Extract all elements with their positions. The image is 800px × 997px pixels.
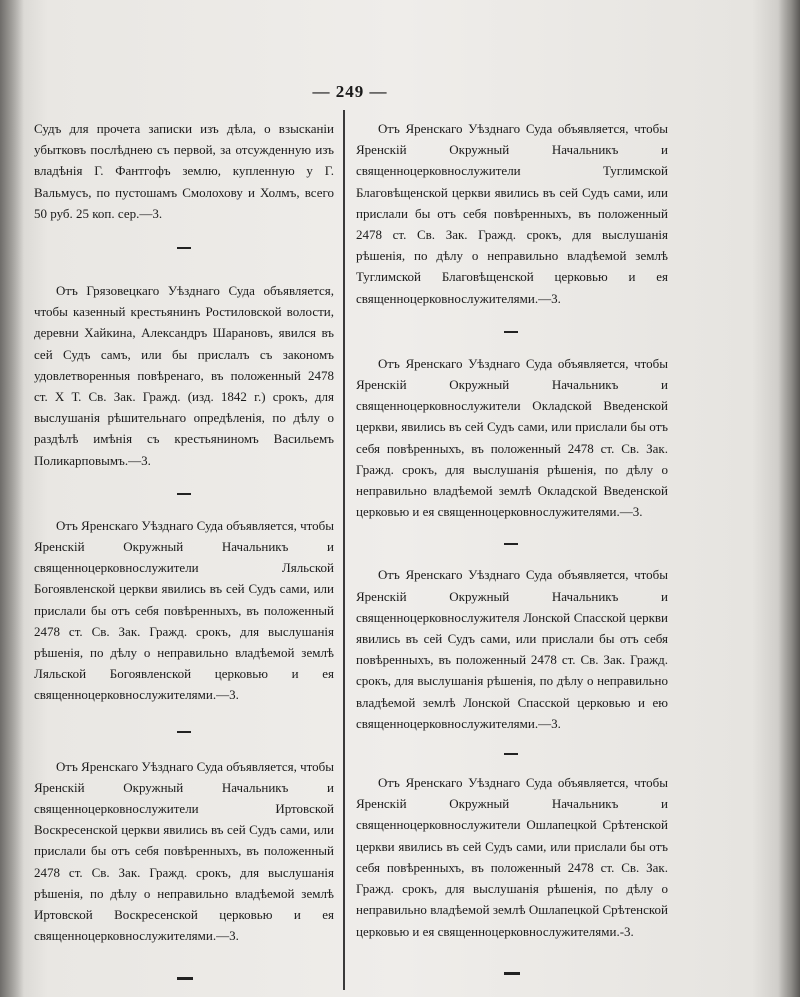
separator-area	[34, 471, 334, 515]
separator-area	[356, 309, 668, 353]
separator-rule	[177, 977, 193, 980]
right-column	[356, 118, 668, 986]
notice-text: Отъ Яренскаго Уѣзднаго Суда объявляется, чтобы Яренскій Окружный Начальникъ и священноцерковнослужители Туглимской Благовѣщенской церкви явились въ сей Судъ сами, или прислали бы отъ себя повѣренныхъ, въ положенный 2478 ст. Св. Зак. Гражд. срокъ, для выслушанія рѣшенія, по дѣлу о неправильно владѣемой землѣ Туглимской Благовѣщенской церковью и ея священноцерковнослужителями.—3.	[356, 121, 668, 306]
notice-text: Отъ Грязовецкаго Уѣзднаго Суда объявляется, чтобы казенный крестьянинъ Ростиловской волости, деревни Хайкина, Александръ Шарановъ, явился въ сей Судъ самъ, или бы прислалъ съ закономъ удовлетворенныя повѣренаго, въ положенный 2478 ст. Х Т. Св. Зак. Гражд. (изд. 1842 г.) срокъ, для выслушанія рѣшительнаго опредѣленія, по дѣлу о раздѣлѣ имѣнія съ крестьяниномъ Васильемъ Поликарповымъ.—3.	[34, 283, 334, 468]
separator-area	[356, 942, 668, 986]
notice-yarensk-tuglim	[356, 118, 668, 309]
separator-area	[34, 947, 334, 991]
separator-rule	[504, 972, 520, 975]
notice-text: Отъ Яренскаго Уѣзднаго Суда объявляется, чтобы Яренскій Окружный Начальникъ и священноцерковнослужителя Лонской Спасской церкви явились въ сей Судъ сами, или прислали бы отъ себя повѣренныхъ, въ положенный 2478 ст. Св. Зак. Гражд. срокъ, для выслушанія рѣшенія, по дѣлу о неправильно владѣемой землѣ Лонской Спасской церковью и ею священноцерковнослужителями.—3.	[356, 567, 668, 731]
notice-gryazovets	[34, 280, 334, 471]
page-right-shadow	[778, 0, 800, 997]
page-left-shadow	[0, 0, 24, 997]
column-divider	[343, 110, 345, 990]
separator-area	[34, 224, 334, 270]
notice-yarensk-irtovsk	[34, 756, 334, 947]
notice-text: Отъ Яренскаго Уѣзднаго Суда объявляется, чтобы Яренскій Окружный Начальникъ и священноцерковнослужители Ляльской Богоявленской церкви явились въ сей Судъ сами, или прислали бы отъ себя повѣренныхъ, въ положенный 2478 ст. Св. Зак. Гражд. срокъ, для выслушанія рѣшенія, по дѣлу о неправильно владѣемой землѣ Ляльской Богоявленской церковью и ея священноцерковнослужителями.—3.	[34, 517, 334, 703]
notice-text: Отъ Яренскаго Уѣзднаго Суда объявляется, чтобы Яренскій Окружный Начальникъ и священноцерковнослужители Ошлапецкой Срѣтенской церкви явились въ сей Судъ сами, или прислали бы отъ себя повѣренныхъ, въ положенный 2478 ст. Св. Зак. Гражд. срокъ, для выслушанія рѣшенія, по дѣлу о неправильно владѣемой землѣ Ошлапецкой Срѣтенской церковью и ея священноцерковнослужителями.-3.	[356, 775, 668, 939]
notice-yarensk-oklad	[356, 353, 668, 523]
notice-yarensk-lyalsk	[34, 515, 334, 706]
separator-rule	[504, 753, 518, 755]
separator-rule	[504, 331, 518, 333]
separator-area	[356, 734, 668, 772]
notice-text: Судъ для прочета записки изъ дѣла, о взысканіи убытковъ послѣднею съ первой, за отсужденную изъ владѣнія Г. Фантгофъ землю, купленную у Г. Вальмусъ, по пустошамъ Смолохову и Холмъ, всего 50 руб. 25 коп. сер.—3.	[34, 121, 334, 221]
separator-rule	[177, 493, 191, 495]
separator-area	[356, 522, 668, 564]
separator-rule	[504, 543, 518, 545]
notice-text: Отъ Яренскаго Уѣзднаго Суда объявляется, чтобы Яренскій Окружный Начальникъ и священноцерковнослужители Окладской Введенской церкви, явились въ сей Судъ сами, или прислали бы отъ себя повѣренныхъ, въ положенный 2478 ст. Св. Зак. Гражд. срокъ, для выслушанія рѣшенія, по дѣлу о неправильно владѣемой землѣ Окладской Введенской церковью и ея священноцерковнослужителями.—3.	[356, 355, 668, 520]
notice-yarensk-lonsk	[356, 564, 668, 734]
notice-yarensk-oshlapets	[356, 772, 668, 942]
separator-rule	[177, 731, 191, 733]
page-number: — 249 —	[312, 82, 388, 101]
notice-continuation	[34, 118, 334, 224]
notice-text: Отъ Яренскаго Уѣзднаго Суда объявляется, чтобы Яренскій Окружный Начальникъ и священноцерковнослужители Иртовской Воскресенской церкви явились въ сей Судъ сами, или прислали бы отъ себя повѣренныхъ, въ положенный 2478 ст. Св. Зак. Гражд. срокъ, для выслушанія рѣшенія, по дѣлу о неправильно владѣемой землѣ Иртовской Воскресенской церковью и ея священноцерковнослужителями.—3.	[34, 758, 334, 944]
left-column	[34, 118, 334, 991]
separator-area	[34, 706, 334, 756]
separator-rule	[177, 247, 191, 249]
